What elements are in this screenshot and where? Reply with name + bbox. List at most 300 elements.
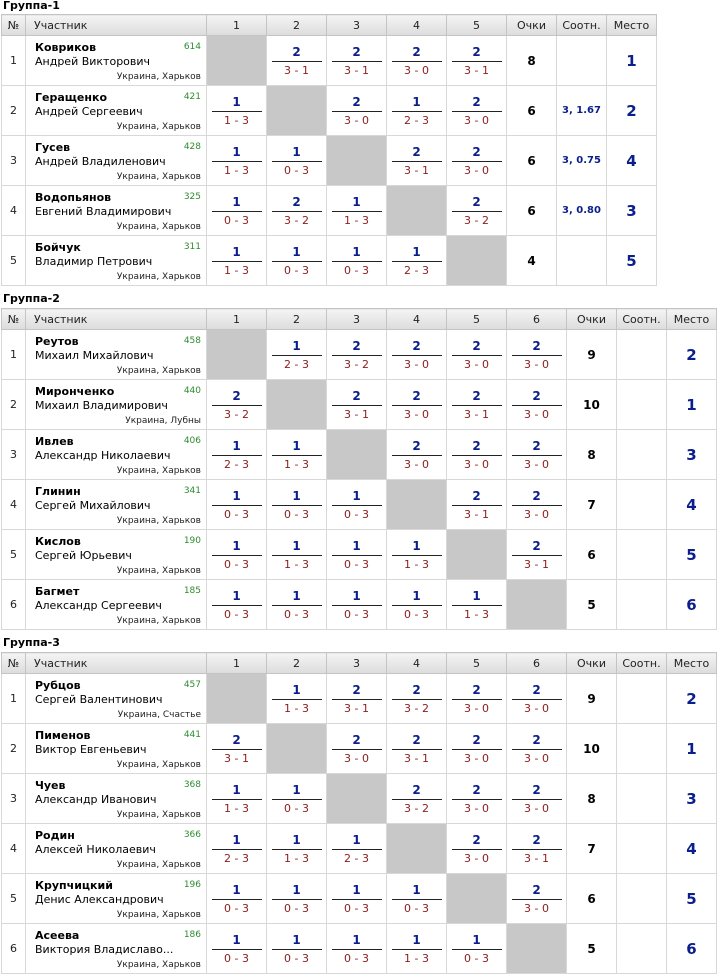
- match-score: [212, 145, 262, 177]
- match-sets: 3 - 1: [344, 701, 369, 715]
- self-match-cell: [507, 580, 567, 630]
- table-row: [2, 530, 717, 580]
- score-divider: [212, 799, 262, 800]
- place-value: 5: [607, 236, 657, 286]
- score-divider: [332, 605, 382, 606]
- player-surname[interactable]: Миронченко: [35, 385, 115, 398]
- match-points: 2: [472, 44, 481, 59]
- match-result-cell: [327, 330, 387, 380]
- match-score: [392, 245, 442, 277]
- player-surname[interactable]: Чуев: [35, 779, 66, 792]
- table-row: [2, 724, 717, 774]
- header-opponent-2: 2: [267, 309, 327, 330]
- table-row: [2, 674, 717, 724]
- player-rating: 185: [183, 586, 201, 596]
- participant-cell[interactable]: [26, 186, 207, 236]
- match-result-cell: [387, 580, 447, 630]
- participant-cell[interactable]: [26, 530, 207, 580]
- table-row: [2, 186, 657, 236]
- score-divider: [392, 699, 442, 700]
- match-points: 2: [352, 682, 361, 697]
- total-points: 8: [507, 36, 557, 86]
- match-result-cell: [387, 330, 447, 380]
- place-value: 4: [607, 136, 657, 186]
- header-ratio: Соотн.: [557, 15, 607, 36]
- match-score: [332, 883, 382, 915]
- match-points: 1: [412, 538, 421, 553]
- match-score: [332, 539, 382, 571]
- match-score: [452, 783, 502, 815]
- player-firstname: Денис Александрович: [35, 893, 164, 906]
- score-divider: [392, 261, 442, 262]
- match-score: [332, 933, 382, 965]
- match-result-cell: [447, 430, 507, 480]
- match-result-cell: [387, 774, 447, 824]
- match-result-cell: [207, 236, 267, 286]
- match-result-cell: [267, 874, 327, 924]
- match-result-cell: [507, 430, 567, 480]
- match-result-cell: [327, 236, 387, 286]
- player-surname[interactable]: Бойчук: [35, 241, 81, 254]
- header-num: №: [2, 309, 26, 330]
- match-result-cell: [327, 530, 387, 580]
- match-points: 2: [412, 338, 421, 353]
- player-surname[interactable]: Пименов: [35, 729, 91, 742]
- participant-cell[interactable]: [26, 580, 207, 630]
- row-number: 4: [2, 186, 26, 236]
- match-points: 1: [412, 932, 421, 947]
- place-value: 6: [667, 580, 717, 630]
- score-divider: [452, 699, 502, 700]
- self-match-cell: [267, 86, 327, 136]
- match-result-cell: [267, 236, 327, 286]
- score-divider: [452, 161, 502, 162]
- match-score: [332, 833, 382, 865]
- match-sets: 0 - 3: [284, 801, 309, 815]
- match-result-cell: [207, 430, 267, 480]
- ratio-value: [617, 824, 667, 874]
- place-value: 2: [607, 86, 657, 136]
- match-score: [332, 489, 382, 521]
- table-row: [2, 36, 657, 86]
- place-value: 3: [667, 774, 717, 824]
- player-firstname: Александр Сергеевич: [35, 599, 162, 612]
- match-score: [212, 883, 262, 915]
- match-sets: 0 - 3: [284, 901, 309, 915]
- score-divider: [512, 799, 562, 800]
- score-divider: [392, 605, 442, 606]
- match-score: [512, 489, 562, 521]
- score-divider: [392, 899, 442, 900]
- score-divider: [272, 799, 322, 800]
- table-row: [2, 580, 717, 630]
- match-score: [452, 95, 502, 127]
- ratio-value: [617, 530, 667, 580]
- table-row: [2, 136, 657, 186]
- player-surname[interactable]: Асеева: [35, 929, 80, 942]
- player-firstname: Виктория Владиславо...: [35, 943, 174, 956]
- header-num: №: [2, 653, 26, 674]
- row-number: 5: [2, 874, 26, 924]
- ratio-value: [617, 774, 667, 824]
- participant-cell[interactable]: [26, 136, 207, 186]
- player-firstname: Андрей Сергеевич: [35, 105, 143, 118]
- match-sets: 0 - 3: [464, 951, 489, 965]
- match-score: [512, 339, 562, 371]
- player-firstname: Михаил Владимирович: [35, 399, 168, 412]
- participant-cell[interactable]: [26, 674, 207, 724]
- place-value: 2: [667, 330, 717, 380]
- total-points: 8: [567, 430, 617, 480]
- match-sets: 0 - 3: [224, 951, 249, 965]
- header-place: Место: [667, 309, 717, 330]
- score-divider: [332, 355, 382, 356]
- player-surname[interactable]: Багмет: [35, 585, 80, 598]
- match-score: [452, 45, 502, 77]
- match-points: 1: [232, 244, 241, 259]
- match-sets: 1 - 3: [404, 951, 429, 965]
- match-score: [332, 95, 382, 127]
- score-divider: [212, 605, 262, 606]
- match-sets: 3 - 1: [344, 407, 369, 421]
- match-sets: 2 - 3: [284, 357, 309, 371]
- row-number: 2: [2, 724, 26, 774]
- score-divider: [212, 555, 262, 556]
- match-score: [392, 733, 442, 765]
- header-num: №: [2, 15, 26, 36]
- match-points: 2: [472, 94, 481, 109]
- header-opponent-4: 4: [387, 309, 447, 330]
- match-result-cell: [327, 86, 387, 136]
- place-value: 5: [667, 530, 717, 580]
- match-points: 1: [352, 932, 361, 947]
- match-result-cell: [207, 136, 267, 186]
- match-points: 1: [232, 932, 241, 947]
- match-points: 1: [232, 588, 241, 603]
- total-points: 6: [507, 186, 557, 236]
- row-number: 3: [2, 430, 26, 480]
- match-sets: 3 - 0: [344, 113, 369, 127]
- score-divider: [272, 699, 322, 700]
- match-score: [392, 95, 442, 127]
- group-table: [1, 308, 717, 630]
- match-sets: 1 - 3: [284, 557, 309, 571]
- match-sets: 3 - 0: [524, 701, 549, 715]
- match-points: 2: [412, 732, 421, 747]
- match-result-cell: [447, 86, 507, 136]
- player-rating: 428: [183, 142, 201, 152]
- match-points: 1: [292, 882, 301, 897]
- match-result-cell: [327, 874, 387, 924]
- participant-cell[interactable]: [26, 330, 207, 380]
- player-surname[interactable]: Водопьянов: [35, 191, 112, 204]
- score-divider: [392, 405, 442, 406]
- score-divider: [332, 111, 382, 112]
- match-sets: 0 - 3: [344, 607, 369, 621]
- row-number: 1: [2, 330, 26, 380]
- match-score: [272, 589, 322, 621]
- ratio-value: 3, 0.80: [557, 186, 607, 236]
- player-surname[interactable]: Реутов: [35, 335, 79, 348]
- match-score: [452, 933, 502, 965]
- match-sets: 1 - 3: [464, 607, 489, 621]
- match-points: 1: [232, 538, 241, 553]
- match-points: 2: [532, 782, 541, 797]
- match-sets: 1 - 3: [224, 163, 249, 177]
- match-points: 2: [532, 538, 541, 553]
- match-sets: 3 - 0: [464, 851, 489, 865]
- header-opponent-1: 1: [207, 15, 267, 36]
- place-value: 1: [667, 380, 717, 430]
- header-row: [2, 15, 657, 36]
- match-sets: 3 - 0: [524, 901, 549, 915]
- player-surname[interactable]: Геращенко: [35, 91, 108, 104]
- score-divider: [272, 211, 322, 212]
- match-result-cell: [387, 430, 447, 480]
- match-result-cell: [267, 430, 327, 480]
- match-score: [332, 733, 382, 765]
- match-points: 2: [412, 782, 421, 797]
- match-result-cell: [267, 36, 327, 86]
- header-row: [2, 653, 717, 674]
- match-result-cell: [327, 824, 387, 874]
- match-sets: 0 - 3: [224, 901, 249, 915]
- match-points: 2: [412, 438, 421, 453]
- player-location: Украина, Харьков: [116, 122, 201, 132]
- match-score: [452, 589, 502, 621]
- player-surname[interactable]: Родин: [35, 829, 75, 842]
- table-row: [2, 236, 657, 286]
- score-divider: [512, 555, 562, 556]
- match-sets: 0 - 3: [284, 163, 309, 177]
- total-points: 8: [567, 774, 617, 824]
- total-points: 4: [507, 236, 557, 286]
- player-rating: 190: [183, 536, 201, 546]
- participant-cell[interactable]: [26, 724, 207, 774]
- header-opponent-4: 4: [387, 653, 447, 674]
- header-opponent-3: 3: [327, 309, 387, 330]
- match-sets: 0 - 3: [284, 507, 309, 521]
- participant-cell[interactable]: [26, 380, 207, 430]
- match-sets: 3 - 0: [464, 751, 489, 765]
- score-divider: [392, 161, 442, 162]
- match-result-cell: [387, 530, 447, 580]
- total-points: 7: [567, 480, 617, 530]
- player-firstname: Александр Иванович: [35, 793, 157, 806]
- score-divider: [452, 799, 502, 800]
- match-points: 2: [472, 782, 481, 797]
- score-divider: [212, 405, 262, 406]
- match-sets: 0 - 3: [344, 951, 369, 965]
- match-points: 2: [532, 388, 541, 403]
- match-sets: 3 - 0: [464, 457, 489, 471]
- match-sets: 3 - 2: [344, 357, 369, 371]
- match-result-cell: [267, 774, 327, 824]
- participant-cell[interactable]: [26, 86, 207, 136]
- match-points: 1: [292, 244, 301, 259]
- match-score: [452, 389, 502, 421]
- match-sets: 0 - 3: [224, 507, 249, 521]
- match-points: 2: [412, 682, 421, 697]
- score-divider: [452, 405, 502, 406]
- table-row: [2, 824, 717, 874]
- player-rating: 614: [183, 42, 201, 52]
- player-surname[interactable]: Ковриков: [35, 41, 97, 54]
- match-score: [512, 439, 562, 471]
- match-points: 2: [472, 144, 481, 159]
- match-sets: 3 - 1: [224, 751, 249, 765]
- match-score: [452, 683, 502, 715]
- participant-cell[interactable]: [26, 36, 207, 86]
- player-surname[interactable]: Глинин: [35, 485, 81, 498]
- ratio-value: [617, 480, 667, 530]
- participant-cell[interactable]: [26, 774, 207, 824]
- match-result-cell: [507, 330, 567, 380]
- match-result-cell: [327, 36, 387, 86]
- place-value: 3: [667, 430, 717, 480]
- table-row: [2, 86, 657, 136]
- header-opponent-5: 5: [447, 653, 507, 674]
- match-points: 2: [532, 682, 541, 697]
- ratio-value: 3, 0.75: [557, 136, 607, 186]
- table-row: [2, 430, 717, 480]
- match-sets: 1 - 3: [344, 213, 369, 227]
- player-surname[interactable]: Кислов: [35, 535, 81, 548]
- player-location: Украина, Харьков: [116, 760, 201, 770]
- score-divider: [212, 161, 262, 162]
- match-score: [452, 439, 502, 471]
- match-score: [272, 783, 322, 815]
- match-points: 1: [352, 488, 361, 503]
- match-sets: 3 - 0: [404, 407, 429, 421]
- self-match-cell: [447, 874, 507, 924]
- match-result-cell: [447, 724, 507, 774]
- self-match-cell: [207, 330, 267, 380]
- match-result-cell: [267, 580, 327, 630]
- match-sets: 2 - 3: [404, 263, 429, 277]
- match-result-cell: [207, 580, 267, 630]
- score-divider: [452, 605, 502, 606]
- match-score: [272, 339, 322, 371]
- total-points: 7: [567, 824, 617, 874]
- match-result-cell: [447, 480, 507, 530]
- match-points: 1: [412, 588, 421, 603]
- player-firstname: Сергей Валентинович: [35, 693, 163, 706]
- score-divider: [512, 849, 562, 850]
- player-location: Украина, Харьков: [116, 910, 201, 920]
- participant-cell[interactable]: [26, 236, 207, 286]
- score-divider: [272, 261, 322, 262]
- match-score: [392, 683, 442, 715]
- total-points: 9: [567, 330, 617, 380]
- participant-cell[interactable]: [26, 924, 207, 974]
- score-divider: [212, 261, 262, 262]
- match-result-cell: [507, 724, 567, 774]
- score-divider: [332, 699, 382, 700]
- match-sets: 0 - 3: [224, 213, 249, 227]
- participant-cell[interactable]: [26, 430, 207, 480]
- match-points: 1: [232, 488, 241, 503]
- match-points: 2: [232, 732, 241, 747]
- match-sets: 3 - 0: [404, 357, 429, 371]
- match-sets: 3 - 1: [464, 407, 489, 421]
- header-opponent-3: 3: [327, 653, 387, 674]
- player-rating: 341: [183, 486, 201, 496]
- score-divider: [212, 211, 262, 212]
- player-location: Украина, Харьков: [116, 516, 201, 526]
- match-points: 1: [352, 194, 361, 209]
- total-points: 5: [567, 580, 617, 630]
- match-points: 2: [412, 44, 421, 59]
- self-match-cell: [267, 380, 327, 430]
- player-rating: 441: [183, 730, 201, 740]
- match-sets: 0 - 3: [344, 263, 369, 277]
- score-divider: [392, 355, 442, 356]
- match-result-cell: [387, 86, 447, 136]
- self-match-cell: [447, 236, 507, 286]
- match-sets: 3 - 0: [464, 801, 489, 815]
- player-rating: 311: [183, 242, 201, 252]
- match-points: 2: [352, 388, 361, 403]
- header-ratio: Соотн.: [617, 653, 667, 674]
- group-title: Группа-2: [3, 292, 60, 305]
- match-result-cell: [267, 530, 327, 580]
- match-points: 1: [412, 94, 421, 109]
- score-divider: [512, 405, 562, 406]
- match-points: 1: [232, 94, 241, 109]
- match-points: 1: [232, 144, 241, 159]
- player-rating: 458: [183, 336, 201, 346]
- match-sets: 3 - 0: [524, 801, 549, 815]
- place-value: 6: [667, 924, 717, 974]
- match-points: 1: [232, 194, 241, 209]
- player-surname[interactable]: Гусев: [35, 141, 71, 154]
- match-points: 2: [352, 732, 361, 747]
- score-divider: [212, 455, 262, 456]
- player-location: Украина, Харьков: [116, 810, 201, 820]
- header-opponent-4: 4: [387, 15, 447, 36]
- match-score: [272, 833, 322, 865]
- participant-cell[interactable]: [26, 874, 207, 924]
- score-divider: [392, 61, 442, 62]
- match-points: 1: [292, 782, 301, 797]
- participant-cell[interactable]: [26, 480, 207, 530]
- match-result-cell: [207, 530, 267, 580]
- match-result-cell: [267, 480, 327, 530]
- match-score: [332, 589, 382, 621]
- player-surname[interactable]: Крупчицкий: [35, 879, 113, 892]
- place-value: 4: [667, 480, 717, 530]
- match-points: 1: [292, 488, 301, 503]
- participant-cell[interactable]: [26, 824, 207, 874]
- player-surname[interactable]: Рубцов: [35, 679, 81, 692]
- match-sets: 2 - 3: [344, 851, 369, 865]
- match-points: 1: [232, 832, 241, 847]
- match-sets: 3 - 1: [524, 851, 549, 865]
- match-score: [392, 933, 442, 965]
- match-sets: 1 - 3: [224, 113, 249, 127]
- player-surname[interactable]: Ивлев: [35, 435, 74, 448]
- header-participant: Участник: [26, 653, 207, 674]
- match-score: [332, 45, 382, 77]
- player-rating: 457: [183, 680, 201, 690]
- player-firstname: Сергей Юрьевич: [35, 549, 132, 562]
- match-score: [212, 95, 262, 127]
- match-sets: 0 - 3: [224, 607, 249, 621]
- row-number: 2: [2, 86, 26, 136]
- match-points: 2: [352, 338, 361, 353]
- ratio-value: [617, 874, 667, 924]
